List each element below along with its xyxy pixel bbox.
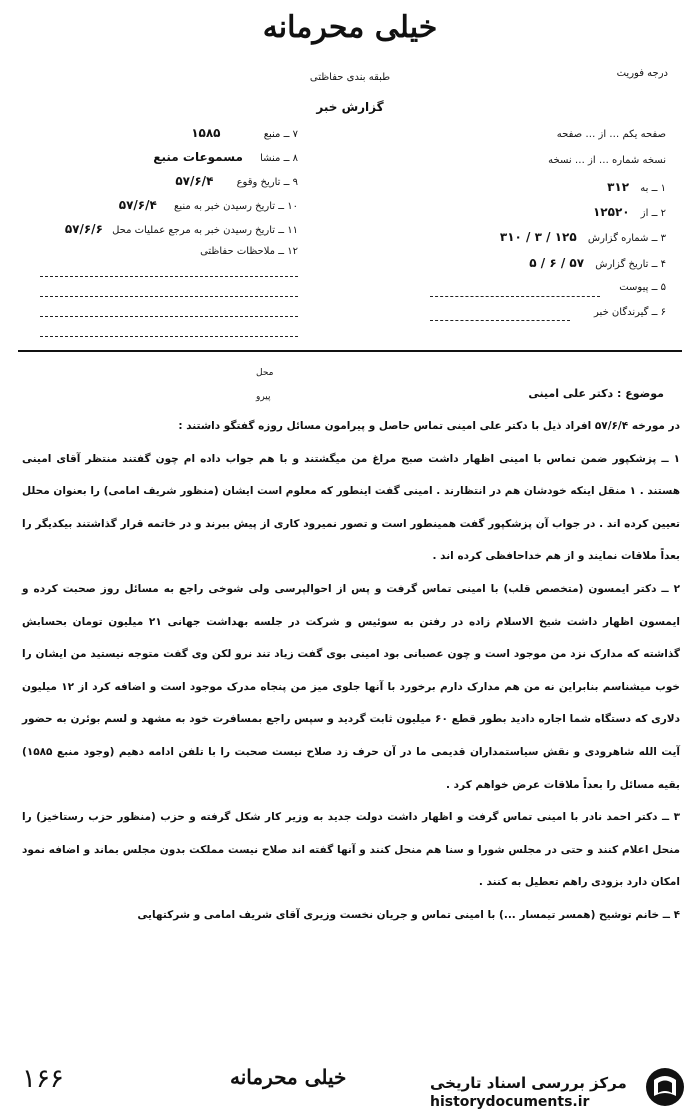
- report-type: گزارش خبر: [316, 100, 384, 114]
- field-label: ۶ ــ گیرندگان خبر: [594, 307, 666, 318]
- field-local-receipt-date: [65, 222, 298, 236]
- field-label: ۸ ــ منشا: [260, 153, 298, 164]
- field-value: ۱۵۸۵: [191, 126, 221, 140]
- subject-label: موضوع :: [617, 387, 664, 400]
- field-label: ۱۰ ــ تاریخ رسیدن خبر به منبع: [174, 201, 298, 212]
- classification-label: طبقه بندی حفاظتی: [309, 72, 391, 83]
- page-number: ۱۶۶: [22, 1064, 64, 1094]
- blank-line: [40, 316, 298, 317]
- field-label: ۱۲ ــ ملاحظات حفاظتی: [200, 246, 298, 257]
- field-value: ۵۷/۶/۴: [118, 198, 157, 212]
- blank-line: [40, 276, 298, 277]
- field-occurrence-date: [175, 174, 298, 188]
- blank-line: [430, 296, 600, 297]
- archive-logo-icon: [644, 1066, 686, 1108]
- field-label: ۷ ــ منبع: [263, 129, 298, 140]
- field-value: ۵۷/۶/۶: [64, 222, 103, 236]
- report-body: [22, 410, 680, 932]
- body-intro: در مورخه ۵۷/۶/۴ افراد ذیل با دکتر علی امینی تماس حاصل و پیرامون مسائل روزه گفتگو داشتند :: [178, 420, 680, 432]
- field-to: [607, 180, 666, 194]
- classification-title: خیلی محرمانه: [262, 10, 438, 45]
- body-paragraph: ۲ ــ دکتر ایمسون (متخصص قلب) با امینی تماس گرفت و پس از احوالپرسی ولی شوخی راجع به مسائل روز صحبت کرده و ایمسون اظهار داشت شیخ الاسلام زاده در رفتن به سوئیس و شرکت در جلسه بهداشت جهانی ۲۱ میلیون تومان بحسابش گذاشته که مدارک نزد من موجود است و چون عصبانی بود امینی بوی گفت زیاد تند نرو لکن وی گفت متوجه نیستید من ایشان را خوب میشناسم بنابراین نه من هم مدارک دارم برخورد با آنها جلوی میز من پنجاه مدرک موجود است و اضافه کرد از ۱۲ میلیون دلاری که دستگاه شما اجاره دادید بطور قطع ۶۰ میلیون ثابت گردید و سپس راجع بمسافرت خود به مشهد و لسم بوئرن به حضور آیت الله شاهرودی و نقش سیاستمداران قدیمی ما در آن حرف زد صلاح نیست صحبت را با تلفن ادامه دهیم (وجود منبع ۱۵۸۵) بقیه مسائل را بعداً ملاقات عرض خواهم کرد .: [22, 582, 680, 791]
- field-label: ۱۱ ــ تاریخ رسیدن خبر به مرجع عملیات محل: [112, 225, 298, 236]
- field-copy-number: [548, 155, 666, 166]
- field-value: ۱۲۵ / ۳ / ۳۱۰: [499, 230, 577, 244]
- field-label: صفحه یکم … از … صفحه: [556, 129, 666, 140]
- small-label: پیرو: [256, 392, 271, 402]
- field-source: [191, 126, 298, 140]
- field-label: ۹ ــ تاریخ وقوع: [236, 177, 298, 188]
- priority-label: درجه فوریت: [616, 68, 668, 79]
- field-report-number: [500, 230, 666, 244]
- watermark-text-en: historydocuments.ir: [430, 1094, 590, 1110]
- field-attachment: [619, 282, 666, 293]
- field-value: مسموعات منبع: [153, 150, 243, 164]
- field-value: ۱۲۵۲۰: [592, 205, 630, 219]
- blank-line: [40, 296, 298, 297]
- field-value: ۳۱۲: [607, 180, 630, 194]
- small-label: محل: [256, 368, 274, 378]
- blank-line: [40, 336, 298, 337]
- field-label: ۱ ــ به: [640, 183, 666, 194]
- field-value: ۵۷ / ۶ / ۵: [529, 256, 585, 270]
- field-label: ۲ ــ از: [640, 208, 666, 219]
- closing-classification: خیلی محرمانه: [230, 1065, 347, 1089]
- field-label: نسخه شماره … از … نسخه: [548, 155, 666, 166]
- watermark-text-fa: مرکز بررسی اسناد تاریخی: [430, 1074, 627, 1092]
- field-label: ۳ ــ شماره گزارش: [587, 233, 666, 244]
- field-label: ۵ ــ پیوست: [619, 282, 666, 293]
- field-origin: [153, 150, 298, 164]
- field-source-receipt-date: [119, 198, 298, 212]
- subject-value: دکتر علی امینی: [528, 387, 614, 400]
- header-divider: [18, 350, 682, 352]
- blank-line: [430, 320, 570, 321]
- field-page-count: [557, 129, 666, 140]
- field-label: ۴ ــ تاریخ گزارش: [595, 259, 666, 270]
- field-from: [593, 205, 666, 219]
- body-paragraph: ۱ ــ پزشکپور ضمن تماس با امینی اظهار داشت صبح مراغ من میگشتند و با هم جواب داده ام چون گفتند منتظر آقای امینی هستند . ۱ منقل اینکه خودشان هم در انتظارند . امینی گفت اینطور که معلوم است ایشان (منظور شریف امامی) را بعنوان محلل تعیین کرده اند . در جواب آن پزشکپور گفت همینطور است و تصور نمیرود کاری از پیش ببرند و در خاتمه قرار گذاشتند بیکدیگر را بعداً ملاقات نمایند و از هم خداحافظی کرده اند .: [22, 452, 680, 563]
- field-recipients: [594, 307, 666, 318]
- subject-line: [528, 387, 664, 400]
- field-value: ۵۷/۶/۴: [175, 174, 214, 188]
- field-report-date: [529, 256, 666, 270]
- body-paragraph: ۴ ــ خانم توشیح (همسر تیمسار ...) با امینی تماس و جریان نخست وزیری آقای شریف امامی و شرکتهایی: [137, 908, 680, 921]
- body-paragraph: ۳ ــ دکتر احمد نادر با امینی تماس گرفت و اظهار داشت دولت جدید به وزیر کار شکل گرفته و حزب (منظور حزب رستاخیز) را منحل اعلام کنند و حتی در مجلس شورا و سنا هم منحل کنند و آنها گفته اند صلاح نیست مملکت بدون مجلس بماند و اضافه نمود امکان دارد بزودی راهم تعطیل به کنند .: [22, 811, 680, 889]
- field-security-notes: [200, 246, 298, 257]
